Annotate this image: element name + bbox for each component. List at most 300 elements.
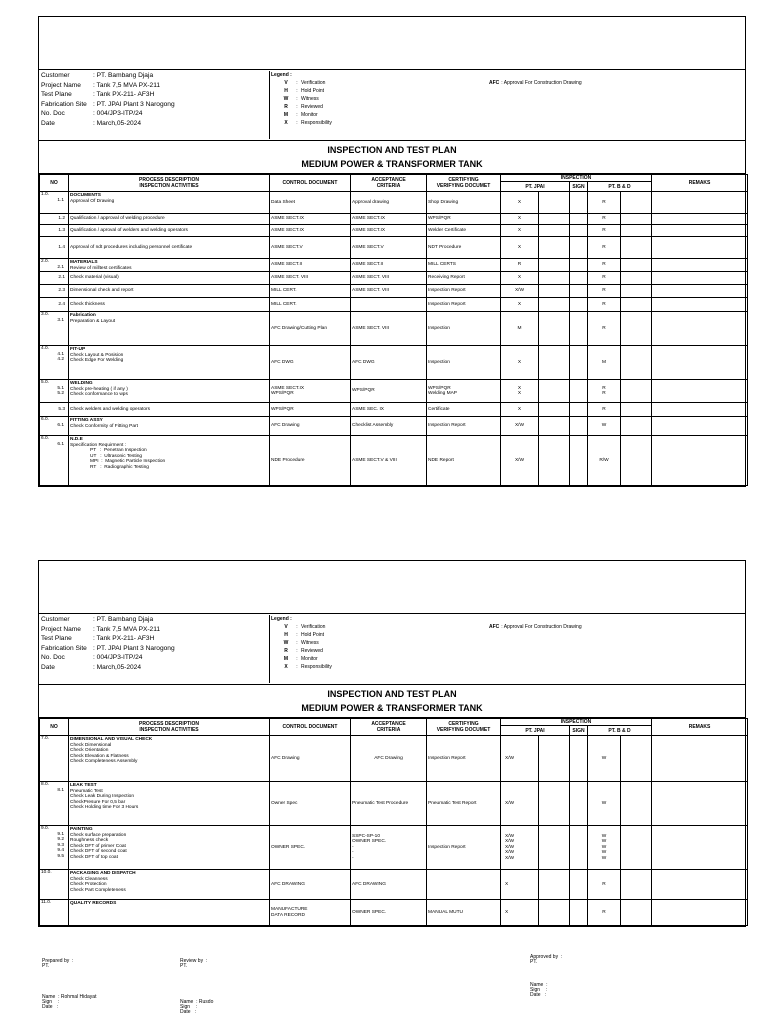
acceptance-criteria: Approval drawing	[351, 192, 427, 214]
legend-item	[271, 623, 332, 631]
sign-cell	[570, 900, 588, 926]
doc-no-value: : 004/JP3-ITP/24	[93, 654, 143, 662]
certifying-doc: WPS/PQR Welding MAP	[427, 380, 501, 403]
control-doc: MILL CERT.	[270, 298, 351, 312]
legend-desc: Verification	[301, 624, 326, 630]
col-acceptance	[351, 719, 427, 736]
control-doc: AFC Drawing	[270, 417, 351, 436]
fab-site-label: Fabrication Site	[41, 100, 87, 108]
jpai-blank	[539, 237, 570, 259]
process-cell	[69, 312, 270, 346]
activity-desc: Check Layout & Posision Check Edge For Welding	[70, 352, 124, 363]
afc-code: AFC	[489, 80, 500, 86]
legend-desc: Monitor	[301, 656, 318, 663]
sign-cell	[570, 285, 588, 298]
legend-code: V	[284, 624, 288, 630]
test-plane-value: : Tank PX-211- AF3H	[93, 635, 155, 643]
certifying-doc: Inspection	[427, 312, 501, 346]
control-doc: ASME SECT.V	[270, 237, 351, 259]
legend-rows	[271, 623, 332, 672]
acceptance-criteria: ASME SEC. IX	[351, 403, 427, 417]
legend-item	[271, 119, 332, 127]
col-sign: SIGN	[570, 182, 588, 192]
remarks-cell	[652, 736, 748, 782]
remarks-cell	[652, 237, 748, 259]
nde-method: UT : Ultrasonic Testing	[90, 453, 143, 459]
section-no: 8.0.	[41, 782, 50, 787]
activity-desc: Check Cleanness Check Protection Check Part Completeness	[70, 876, 126, 893]
bd-blank	[621, 298, 652, 312]
section-no-cell	[40, 870, 69, 900]
section-no-cell	[40, 312, 69, 346]
acceptance-criteria: AFC DRAWING	[351, 870, 427, 900]
legend-sep: :	[296, 120, 298, 127]
bd-code: M	[588, 346, 621, 380]
col-process	[69, 175, 270, 192]
activity-desc: Preparation & Layout	[70, 318, 116, 324]
legend-desc: Reviewed	[301, 104, 323, 111]
bd-blank	[621, 259, 652, 272]
legend	[271, 71, 332, 128]
process-cell	[69, 870, 270, 900]
title-line-2: MEDIUM POWER & TRANSFORMER TANK	[301, 159, 483, 169]
activity-desc: Review of milltest certificates	[70, 265, 132, 271]
jpai-code: X	[501, 403, 539, 417]
col-no: NO	[40, 719, 69, 736]
sign-cell	[570, 436, 588, 486]
bd-code: R	[588, 237, 621, 259]
afc-code: AFC	[489, 624, 500, 630]
item-no: 1.4	[40, 237, 69, 259]
acceptance-criteria	[351, 298, 427, 312]
control-doc: AFC DWG	[270, 346, 351, 380]
activity-desc: Check surface preparation Roughness check Check DFT of primer Coat Check DFT of second coat Check DFT of top coat	[70, 832, 127, 860]
section-no-cell	[40, 436, 69, 486]
legend-sep: :	[296, 88, 298, 95]
legend-desc: Monitor	[301, 112, 318, 119]
table-row	[40, 436, 748, 486]
legend-code: W	[283, 640, 289, 647]
table-row	[40, 214, 748, 225]
afc-desc: : Approval For Construction Drawing	[501, 624, 582, 630]
bd-blank	[621, 736, 652, 782]
certifying-doc: NDE Report	[427, 436, 501, 486]
activity-desc: Check Dimensional Check Orientation Check Elevation & Flatness Check Completeness Assembly	[70, 742, 138, 764]
item-no: 5.3	[40, 403, 69, 417]
fab-site-value: : PT. JPAI Plant 3 Narogong	[93, 100, 175, 108]
table-row	[40, 272, 748, 285]
bd-blank	[621, 285, 652, 298]
col-process-1: PROCESS DESCRIPTION	[138, 721, 199, 727]
header-info	[39, 614, 745, 685]
process-cell: Qualification / aproval of welders and welding operators	[69, 225, 270, 237]
col-remarks: REMAKS	[652, 719, 748, 736]
legend-sep: :	[296, 112, 298, 119]
table-row	[40, 417, 748, 436]
nde-method: PT : Penetran Inspection	[90, 448, 147, 453]
section-no: 9.0.	[41, 826, 50, 831]
acceptance-criteria: Checklist Assembly	[351, 417, 427, 436]
nde-method: RT : Radiographic Testing	[90, 464, 149, 470]
item-no: 8.1	[57, 787, 64, 793]
col-certifying-1: CERTIFYING	[448, 177, 479, 183]
col-inspection: INSPECTION	[501, 719, 652, 726]
jpai-code: X/W	[501, 782, 539, 826]
section-no: 5.0.	[41, 380, 50, 385]
jpai-blank	[539, 900, 570, 926]
legend-item	[271, 639, 332, 647]
bd-blank	[621, 870, 652, 900]
itp-sheet-1	[38, 16, 746, 487]
table-row	[40, 259, 748, 272]
table-row	[40, 380, 748, 403]
legend-item	[271, 103, 332, 111]
legend-desc: Reviewed	[301, 648, 323, 655]
remarks-cell	[652, 225, 748, 237]
sign-cell	[570, 259, 588, 272]
bd-blank	[621, 782, 652, 826]
date-value: : March,05-2024	[93, 119, 142, 127]
date-label: Date	[41, 663, 55, 671]
col-control: CONTROL DOCUMENT	[270, 175, 351, 192]
section-title: LEAK TEST	[70, 783, 97, 788]
remarks-cell	[652, 214, 748, 225]
legend-desc: Responsibility	[301, 664, 332, 671]
process-cell	[69, 346, 270, 380]
legend-item	[271, 663, 332, 671]
bd-code: R	[588, 272, 621, 285]
legend-sep: :	[296, 104, 298, 111]
jpai-blank	[539, 417, 570, 436]
legend-item	[271, 79, 332, 87]
bd-blank	[621, 192, 652, 214]
jpai-code: X	[501, 214, 539, 225]
jpai-code: X/W	[501, 436, 539, 486]
col-acceptance-2: CRITERIA	[376, 727, 401, 733]
signature-footer	[42, 955, 746, 1023]
col-bd: PT. B & D	[588, 182, 652, 192]
item-no: 5.1 5.2	[57, 385, 64, 396]
project-label: Project Name	[41, 625, 81, 633]
logo-area	[39, 561, 745, 614]
acceptance-criteria: ASME SECT.II	[351, 259, 427, 272]
item-no: 2.1	[40, 272, 69, 285]
bd-code: W	[588, 417, 621, 436]
legend-code: R	[284, 648, 288, 655]
table-row	[40, 312, 748, 346]
control-doc: MILL CERT.	[270, 285, 351, 298]
legend-sep: :	[296, 96, 298, 103]
jpai-blank	[539, 403, 570, 417]
control-doc: ASME SECT.IX	[270, 214, 351, 225]
control-doc: AFC Drawing/Cutting Plan	[270, 312, 351, 346]
remarks-cell	[652, 380, 748, 403]
remarks-cell	[652, 436, 748, 486]
legend-code: M	[283, 656, 289, 663]
legend	[271, 615, 332, 672]
certifying-doc: MANUAL MUTU	[427, 900, 501, 926]
prepared-by: Prepared by : PT.	[42, 958, 74, 970]
acceptance-criteria: Pneumatic Test Procedure	[351, 782, 427, 826]
sign-cell	[570, 214, 588, 225]
process-cell	[69, 417, 270, 436]
legend-item	[271, 631, 332, 639]
process-cell	[69, 826, 270, 870]
acceptance-criteria: OWNER SPEC.	[351, 900, 427, 926]
jpai-code: X	[501, 870, 539, 900]
item-no: 2.3	[40, 285, 69, 298]
legend-code: M	[283, 112, 289, 119]
table-row	[40, 298, 748, 312]
jpai-code: X	[501, 346, 539, 380]
legend-sep: :	[296, 656, 298, 663]
sign-cell	[570, 225, 588, 237]
customer-label: Customer	[41, 616, 70, 623]
customer-value: : PT. Bambang Djaja	[93, 616, 154, 623]
item-no: 6.1	[57, 422, 64, 428]
jpai-blank	[539, 214, 570, 225]
bd-code: R	[588, 214, 621, 225]
date-value: : March,05-2024	[93, 663, 142, 671]
section-no-cell	[40, 192, 69, 214]
remarks-cell	[652, 259, 748, 272]
bd-code: W W W W W	[588, 826, 621, 870]
remarks-cell	[652, 272, 748, 285]
section-title: Fabrication	[70, 313, 96, 318]
remarks-cell	[652, 403, 748, 417]
sign-cell	[570, 870, 588, 900]
section-no: 1.0.	[41, 192, 50, 197]
section-title: FIT-UP	[70, 347, 86, 352]
control-doc: ASME SECT.IX WPS/PQR	[270, 380, 351, 403]
legend-item	[271, 87, 332, 95]
col-no: NO	[40, 175, 69, 192]
customer-value: : PT. Bambang Djaja	[93, 72, 154, 79]
control-doc: Data Sheet	[270, 192, 351, 214]
remarks-cell	[652, 346, 748, 380]
bd-code: R	[588, 259, 621, 272]
itp-table-2	[39, 718, 748, 926]
col-sign: SIGN	[570, 726, 588, 736]
bd-code: R	[588, 312, 621, 346]
sign-cell	[570, 736, 588, 782]
col-certifying-1: CERTIFYING	[448, 721, 479, 727]
jpai-blank	[539, 826, 570, 870]
sign-cell	[570, 826, 588, 870]
jpai-code: X	[501, 225, 539, 237]
remarks-cell	[652, 192, 748, 214]
col-certifying	[427, 719, 501, 736]
itp-table-1	[39, 174, 748, 486]
legend-item	[271, 111, 332, 119]
legend-sep: :	[296, 640, 298, 647]
process-cell: Check material (visual)	[69, 272, 270, 285]
legend-code: H	[284, 88, 288, 95]
acceptance-criteria: ASME SECT. VIII	[351, 272, 427, 285]
jpai-code: R	[501, 259, 539, 272]
legend-desc: Hold Point	[301, 632, 325, 639]
itp-body-2	[40, 736, 748, 926]
bd-blank	[621, 900, 652, 926]
legend-sep: :	[296, 632, 298, 639]
section-no-cell	[40, 259, 69, 272]
remarks-cell	[652, 417, 748, 436]
col-process-2: INSPECTION ACTIVITIES	[139, 183, 199, 189]
col-acceptance-1: ACCEPTANCE	[371, 177, 406, 183]
section-title: N.D.E	[70, 437, 83, 442]
item-no: 9.1 9.2 9.3 9.4 9.5	[57, 831, 64, 859]
section-no: 10.0.	[41, 870, 52, 875]
process-cell	[69, 900, 270, 926]
legend-title: Legend :	[271, 72, 292, 78]
sign-cell	[570, 417, 588, 436]
bd-blank	[621, 237, 652, 259]
fab-site-value: : PT. JPAI Plant 3 Narogong	[93, 644, 175, 652]
process-cell	[69, 380, 270, 403]
legend-sep: :	[296, 80, 298, 86]
process-cell	[69, 259, 270, 272]
acceptance-criteria: ASME SECT.IX	[351, 214, 427, 225]
section-no-cell	[40, 346, 69, 380]
bd-code: W	[588, 736, 621, 782]
control-doc: AFC Drawing	[270, 736, 351, 782]
jpai-blank	[539, 285, 570, 298]
control-doc: ASME SECT.II	[270, 259, 351, 272]
col-acceptance-1: ACCEPTANCE	[371, 721, 406, 727]
jpai-code: X/W X/W X/W X/W X/W	[501, 826, 539, 870]
date-label: Date	[41, 119, 55, 127]
process-cell: Check thickness	[69, 298, 270, 312]
sign-cell	[570, 346, 588, 380]
acceptance-criteria: ASME SECT.V & VIII	[351, 436, 427, 486]
section-no: 4.0.	[41, 346, 50, 351]
afc-note	[489, 624, 582, 630]
table-row	[40, 285, 748, 298]
table-row	[40, 237, 748, 259]
activity-desc: Check Conformity of Fitting Part	[70, 423, 138, 429]
header-info	[39, 70, 745, 141]
certifying-doc: MILL CERTS	[427, 259, 501, 272]
logo-area	[39, 17, 745, 70]
table-row	[40, 826, 748, 870]
section-no: 6.0.	[41, 417, 50, 422]
section-title: DOCUMENTS	[70, 193, 101, 198]
bd-blank	[621, 214, 652, 225]
process-cell: Dimensional check and report	[69, 285, 270, 298]
item-no: 3.1	[57, 317, 64, 323]
process-cell	[69, 192, 270, 214]
bd-code: R R	[588, 380, 621, 403]
certifying-doc: Inspection Report	[427, 298, 501, 312]
jpai-code: X	[501, 237, 539, 259]
certifying-doc: Welder Certificate	[427, 225, 501, 237]
review-by-details: Name : Rusdo Sign : Date :	[180, 999, 214, 1016]
jpai-code: X/W	[501, 736, 539, 782]
sign-cell	[570, 192, 588, 214]
legend-desc: Witness	[301, 640, 319, 647]
process-cell	[69, 436, 270, 486]
jpai-blank	[539, 870, 570, 900]
bd-code: W	[588, 782, 621, 826]
afc-desc: : Approval For Construction Drawing	[501, 80, 582, 86]
remarks-cell	[652, 312, 748, 346]
section-title: WELDING	[70, 381, 93, 386]
legend-code: V	[284, 80, 288, 86]
jpai-code: M	[501, 312, 539, 346]
prepared-by-details: Name : Rohmal Hidayat Sign : Date :	[42, 994, 97, 1011]
section-title: PACKAGING AND DISPATCH	[70, 871, 136, 876]
table-row	[40, 782, 748, 826]
process-cell: Check welders and welding operators	[69, 403, 270, 417]
col-process-2: INSPECTION ACTIVITIES	[139, 727, 199, 733]
bd-code: R	[588, 403, 621, 417]
section-no: 3.0.	[41, 312, 50, 317]
jpai-code: X/W	[501, 417, 539, 436]
bd-blank	[621, 346, 652, 380]
legend-sep: :	[296, 664, 298, 671]
document-title	[39, 685, 745, 718]
section-title: PAINTING	[70, 827, 93, 832]
bd-blank	[621, 403, 652, 417]
approved-by: Approved by : PT.	[530, 954, 563, 966]
sign-cell	[570, 237, 588, 259]
jpai-blank	[539, 736, 570, 782]
col-inspection: INSPECTION	[501, 175, 652, 182]
col-remarks: REMAKS	[652, 175, 748, 192]
project-value: : Tank 7,5 MVA PX-211	[93, 81, 161, 89]
jpai-code: X	[501, 272, 539, 285]
doc-no-value: : 004/JP3-ITP/24	[93, 110, 143, 118]
sign-cell	[570, 782, 588, 826]
jpai-code: X/W	[501, 285, 539, 298]
certifying-doc: WPS/PQR	[427, 214, 501, 225]
legend-title: Legend :	[271, 616, 292, 622]
acceptance-criteria: ASME SECT.V	[351, 237, 427, 259]
project-value: : Tank 7,5 MVA PX-211	[93, 625, 161, 633]
control-doc: NDE Procedure	[270, 436, 351, 486]
acceptance-criteria: AFC Drawing	[351, 736, 427, 782]
title-line-2: MEDIUM POWER & TRANSFORMER TANK	[301, 703, 483, 713]
jpai-blank	[539, 782, 570, 826]
col-process-1: PROCESS DESCRIPTION	[138, 177, 199, 183]
doc-no-label: No. Doc	[41, 110, 65, 118]
fab-site-label: Fabrication Site	[41, 644, 87, 652]
table-row	[40, 900, 748, 926]
section-title: MATERIALS	[70, 260, 98, 265]
acceptance-criteria: ASME SECT. VIII	[351, 312, 427, 346]
sign-cell	[570, 272, 588, 285]
col-control: CONTROL DOCUMENT	[270, 719, 351, 736]
acceptance-criteria: ASME SECT. VIII	[351, 285, 427, 298]
section-no: 6.0.	[41, 436, 50, 441]
col-jpai: PT. JPAI	[501, 726, 570, 736]
test-plane-label: Test Plane	[41, 91, 72, 99]
test-plane-label: Test Plane	[41, 635, 72, 643]
activity-desc: Specification Requirment :	[70, 442, 126, 448]
title-line-1: INSPECTION AND TEST PLAN	[327, 145, 457, 155]
certifying-doc: Inspection	[427, 346, 501, 380]
bd-code: R	[588, 225, 621, 237]
col-process	[69, 719, 270, 736]
bd-code: R	[588, 285, 621, 298]
legend-rows	[271, 79, 332, 128]
section-no: 2.0.	[41, 259, 50, 264]
col-certifying-2: VERIFYING DOCUMET	[436, 183, 491, 189]
legend-desc: Hold Point	[301, 88, 325, 95]
control-doc: WPS/PQR	[270, 403, 351, 417]
jpai-blank	[539, 436, 570, 486]
legend-code: H	[284, 632, 288, 639]
